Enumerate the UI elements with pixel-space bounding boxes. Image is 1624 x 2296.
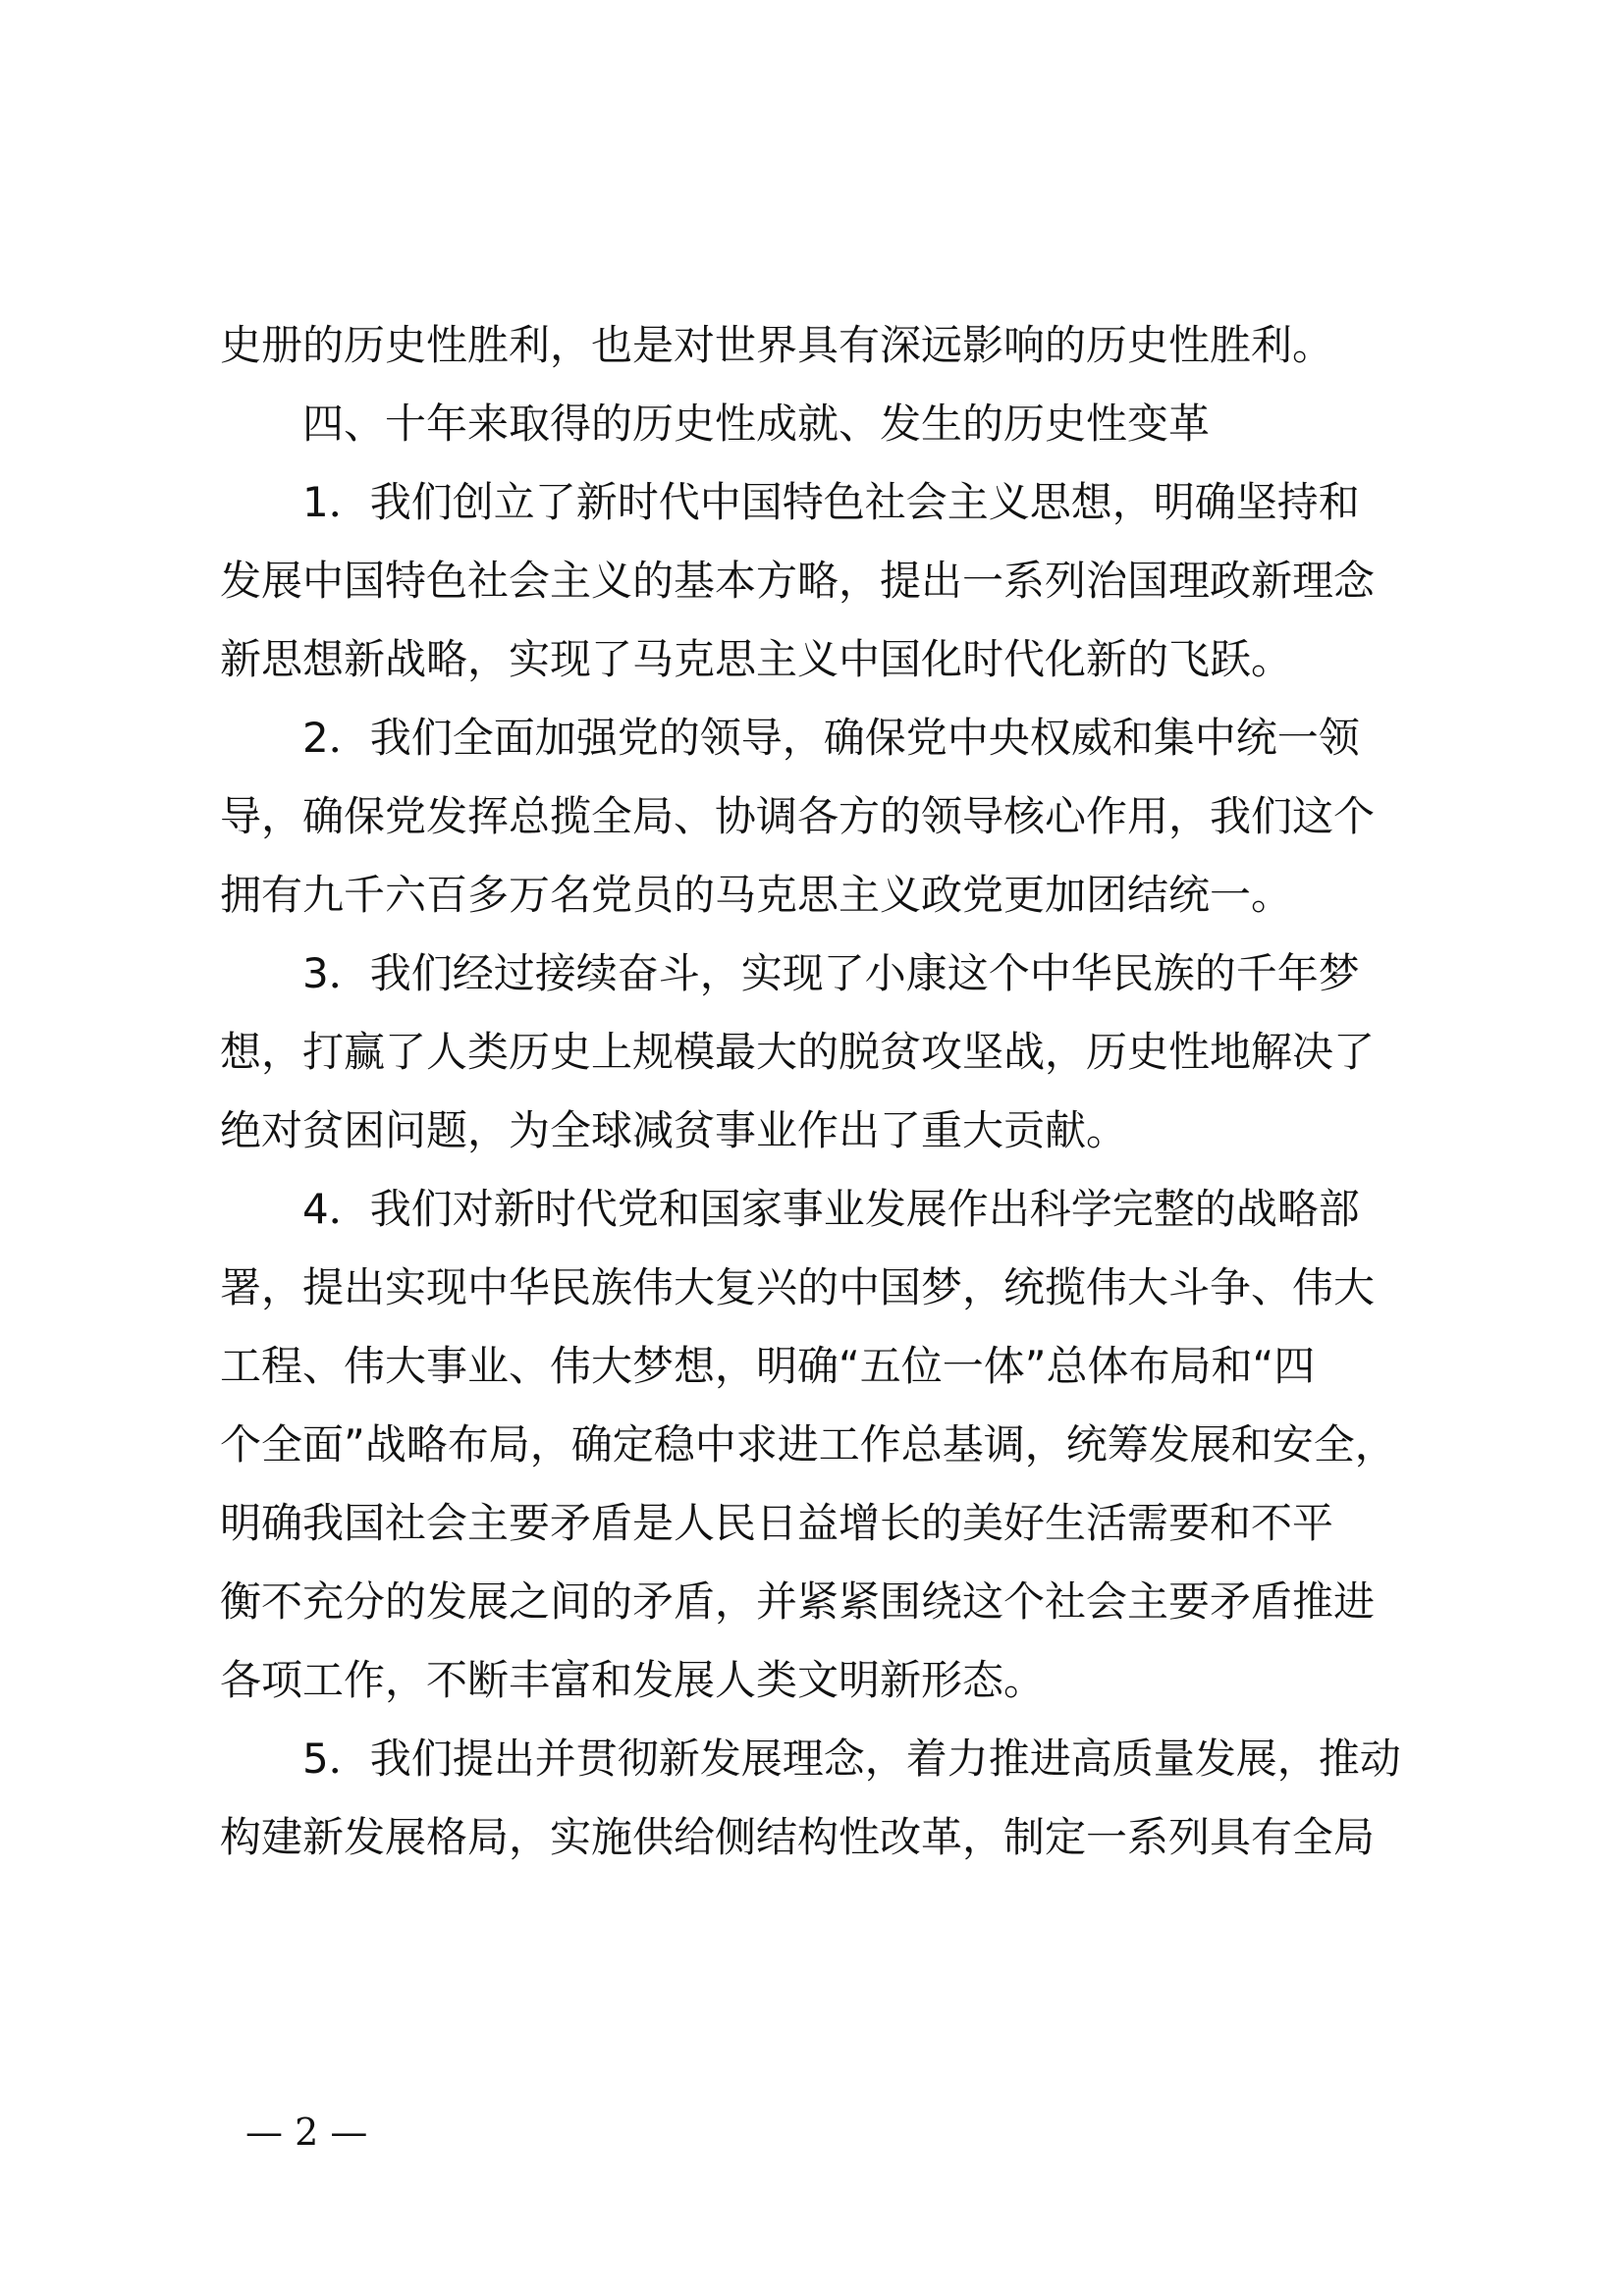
text-line-18: 各项工作，不断丰富和发展人类文明新形态。 [220, 1656, 1046, 1704]
body-text [220, 306, 1453, 1877]
text-line-10: 想，打赢了人类历史上规模最大的脱贫攻坚战，历史性地解决了 [220, 1028, 1376, 1076]
text-line-3: 1．我们创立了新时代中国特色社会主义思想，明确坚持和 [302, 478, 1360, 526]
text-line-11: 绝对贫困问题，为全球减贫事业作出了重大贡献。 [220, 1106, 1128, 1154]
text-line-12: 4．我们对新时代党和国家事业发展作出科学完整的战略部 [302, 1185, 1360, 1233]
text-line-8: 拥有九千六百多万名党员的马克思主义政党更加团结统一。 [220, 871, 1293, 919]
text-line-15: 个全面”战略布局，确定稳中求进工作总基调，统筹发展和安全， [220, 1420, 1396, 1468]
text-line-20: 构建新发展格局，实施供给侧结构性改革，制定一系列具有全局 [220, 1813, 1376, 1861]
text-line-7: 导，确保党发挥总揽全局、协调各方的领导核心作用，我们这个 [220, 792, 1376, 840]
text-line-17: 衡不充分的发展之间的矛盾，并紧紧围绕这个社会主要矛盾推进 [220, 1577, 1376, 1626]
text-line-5: 新思想新战略，实现了马克思主义中国化时代化新的飞跃。 [220, 635, 1293, 683]
page-number: — 2 — [245, 2110, 368, 2154]
text-line-4: 发展中国特色社会主义的基本方略，提出一系列治国理政新理念 [220, 557, 1376, 605]
text-line-19: 5．我们提出并贯彻新发展理念，着力推进高质量发展，推动 [302, 1735, 1401, 1783]
text-line-6: 2．我们全面加强党的领导，确保党中央权威和集中统一领 [302, 714, 1360, 762]
text-line-14: 工程、伟大事业、伟大梦想，明确“五位一体”总体布局和“四 [220, 1342, 1316, 1390]
text-line-9: 3．我们经过接续奋斗，实现了小康这个中华民族的千年梦 [302, 949, 1360, 997]
text-line-13: 署，提出实现中华民族伟大复兴的中国梦，统揽伟大斗争、伟大 [220, 1263, 1376, 1311]
text-line-16: 明确我国社会主要矛盾是人民日益增长的美好生活需要和不平 [220, 1499, 1334, 1547]
section-heading-4: 四、十年来取得的历史性成就、发生的历史性变革 [302, 400, 1211, 448]
text-line-1: 史册的历史性胜利，也是对世界具有深远影响的历史性胜利。 [220, 321, 1334, 369]
